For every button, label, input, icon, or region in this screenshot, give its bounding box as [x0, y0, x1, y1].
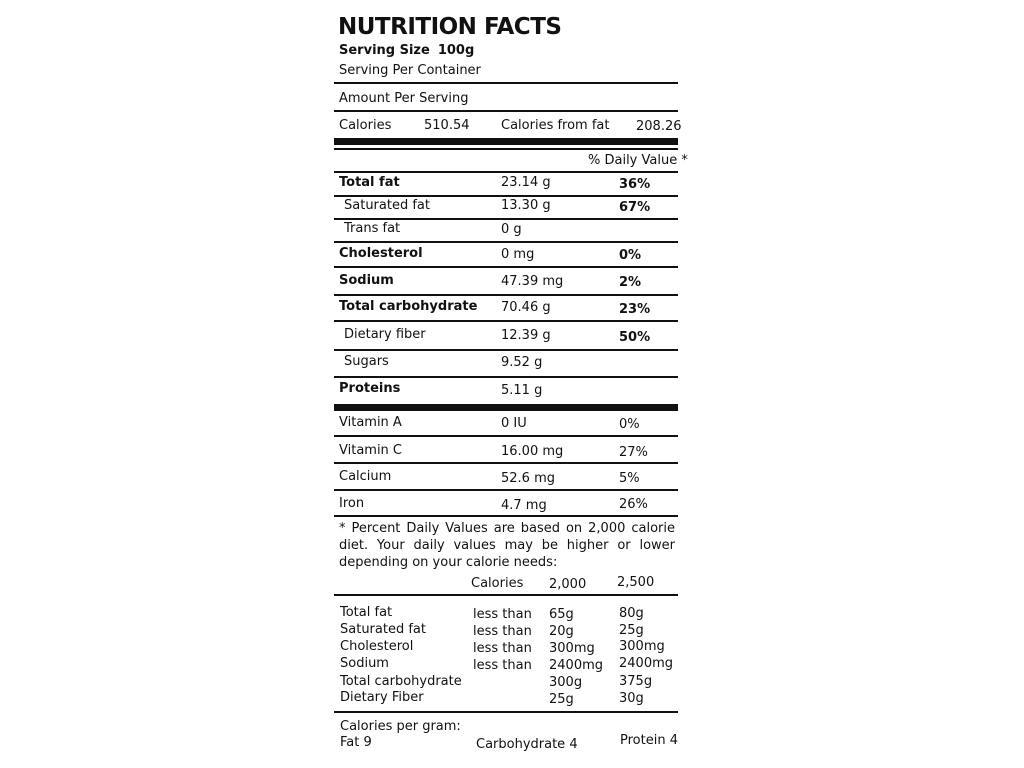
divider [334, 218, 678, 220]
nutrient-amount: 9.52 g [501, 355, 543, 370]
nutrition-facts-label [334, 0, 688, 768]
vitamin-name: Vitamin C [339, 443, 403, 458]
divider [334, 711, 678, 713]
nutrient-name: Saturated fat [344, 198, 430, 213]
divider [334, 489, 678, 491]
vitamin-dv: 0% [619, 417, 640, 432]
divider [334, 515, 678, 517]
nutrient-dv: 67% [619, 200, 651, 215]
reference-value-2000: 300g [549, 675, 583, 690]
serving-size-value: 100g [437, 43, 475, 58]
nutrient-dv: 0% [619, 248, 642, 263]
divider [334, 241, 678, 243]
nutrient-name: Total carbohydrate [339, 299, 478, 314]
nutrient-dv: 23% [619, 302, 651, 317]
nutrient-name: Sugars [344, 354, 389, 369]
reference-value-2500: 25g [619, 623, 644, 638]
divider [334, 435, 678, 437]
reference-calories-label: Calories [471, 576, 524, 591]
vitamin-amount: 52.6 mg [501, 471, 555, 486]
vitamin-dv: 26% [619, 497, 648, 512]
reference-value-2500: 300mg [619, 639, 665, 654]
calories-per-gram-carbohydrate: Carbohydrate 4 [476, 737, 578, 752]
divider [334, 195, 678, 197]
reference-col-2500: 2,500 [617, 575, 655, 590]
daily-value-footnote: * Percent Daily Values are based on 2,000 calorie diet. Your daily values may be higher or lower depending on your calorie needs: [339, 521, 675, 570]
divider [334, 266, 678, 268]
nutrient-dv: 2% [619, 275, 642, 290]
vitamin-amount: 0 IU [501, 416, 527, 431]
reference-value-2000: 65g [549, 607, 574, 622]
serving-size [339, 43, 474, 58]
reference-value-2000: 300mg [549, 641, 595, 656]
divider [334, 594, 678, 596]
reference-value-2500: 375g [619, 674, 653, 689]
nutrient-name: Cholesterol [339, 246, 423, 261]
reference-value-2500: 80g [619, 606, 644, 621]
nutrient-amount: 47.39 mg [501, 274, 564, 289]
nutrient-amount: 13.30 g [501, 198, 551, 213]
reference-name: Dietary Fiber [340, 690, 424, 705]
vitamin-name: Calcium [339, 469, 392, 484]
reference-qualifier: less than [473, 624, 532, 639]
calories-per-gram-protein: Protein 4 [620, 733, 678, 748]
nutrient-dv: 50% [619, 330, 651, 345]
reference-value-2500: 30g [619, 691, 644, 706]
vitamin-amount: 16.00 mg [501, 444, 564, 459]
nutrient-name: Trans fat [344, 221, 401, 236]
label-title: NUTRITION FACTS [338, 14, 562, 40]
nutrient-amount: 70.46 g [501, 300, 551, 315]
divider [334, 462, 678, 464]
reference-qualifier: less than [473, 641, 532, 656]
calories-per-gram-fat: Fat 9 [340, 735, 372, 750]
divider [334, 110, 678, 112]
nutrient-amount: 5.11 g [501, 383, 543, 398]
reference-value-2000: 2400mg [549, 658, 603, 673]
thick-divider [334, 138, 678, 145]
nutrient-name: Proteins [339, 381, 401, 396]
nutrient-name: Sodium [339, 273, 394, 288]
vitamin-name: Vitamin A [339, 415, 402, 430]
reference-name: Saturated fat [340, 622, 426, 637]
amount-per-serving: Amount Per Serving [339, 91, 469, 106]
divider [334, 294, 678, 296]
serving-per-container: Serving Per Container [339, 63, 481, 78]
calories-per-gram-label: Calories per gram: [340, 719, 461, 734]
reference-col-2000: 2,000 [549, 577, 587, 592]
vitamin-amount: 4.7 mg [501, 498, 547, 513]
nutrient-dv: 36% [619, 177, 651, 192]
divider [334, 376, 678, 378]
divider [334, 148, 678, 150]
nutrient-amount: 0 g [501, 222, 522, 237]
reference-name: Total carbohydrate [340, 674, 462, 689]
nutrient-amount: 0 mg [501, 247, 535, 262]
divider [334, 320, 678, 322]
reference-name: Sodium [340, 656, 389, 671]
reference-value-2000: 20g [549, 624, 574, 639]
vitamin-dv: 27% [619, 445, 648, 460]
divider [334, 171, 678, 173]
reference-name: Total fat [340, 605, 393, 620]
daily-value-header: % Daily Value * [588, 153, 688, 168]
calories-from-fat-value: 208.26 [636, 119, 682, 134]
divider [334, 82, 678, 84]
reference-qualifier: less than [473, 607, 532, 622]
serving-size-label: Serving Size [339, 43, 430, 58]
calories-value: 510.54 [424, 118, 470, 133]
reference-name: Cholesterol [340, 639, 414, 654]
nutrient-name: Dietary fiber [344, 327, 426, 342]
thick-divider [334, 404, 678, 411]
calories-label: Calories [339, 118, 392, 133]
reference-value-2000: 25g [549, 692, 574, 707]
nutrient-amount: 12.39 g [501, 328, 551, 343]
calories-from-fat-label: Calories from fat [501, 118, 610, 133]
vitamin-dv: 5% [619, 471, 640, 486]
vitamin-name: Iron [339, 496, 365, 511]
reference-value-2500: 2400mg [619, 656, 673, 671]
nutrient-name: Total fat [339, 175, 400, 190]
nutrient-amount: 23.14 g [501, 175, 551, 190]
reference-qualifier: less than [473, 658, 532, 673]
divider [334, 349, 678, 351]
